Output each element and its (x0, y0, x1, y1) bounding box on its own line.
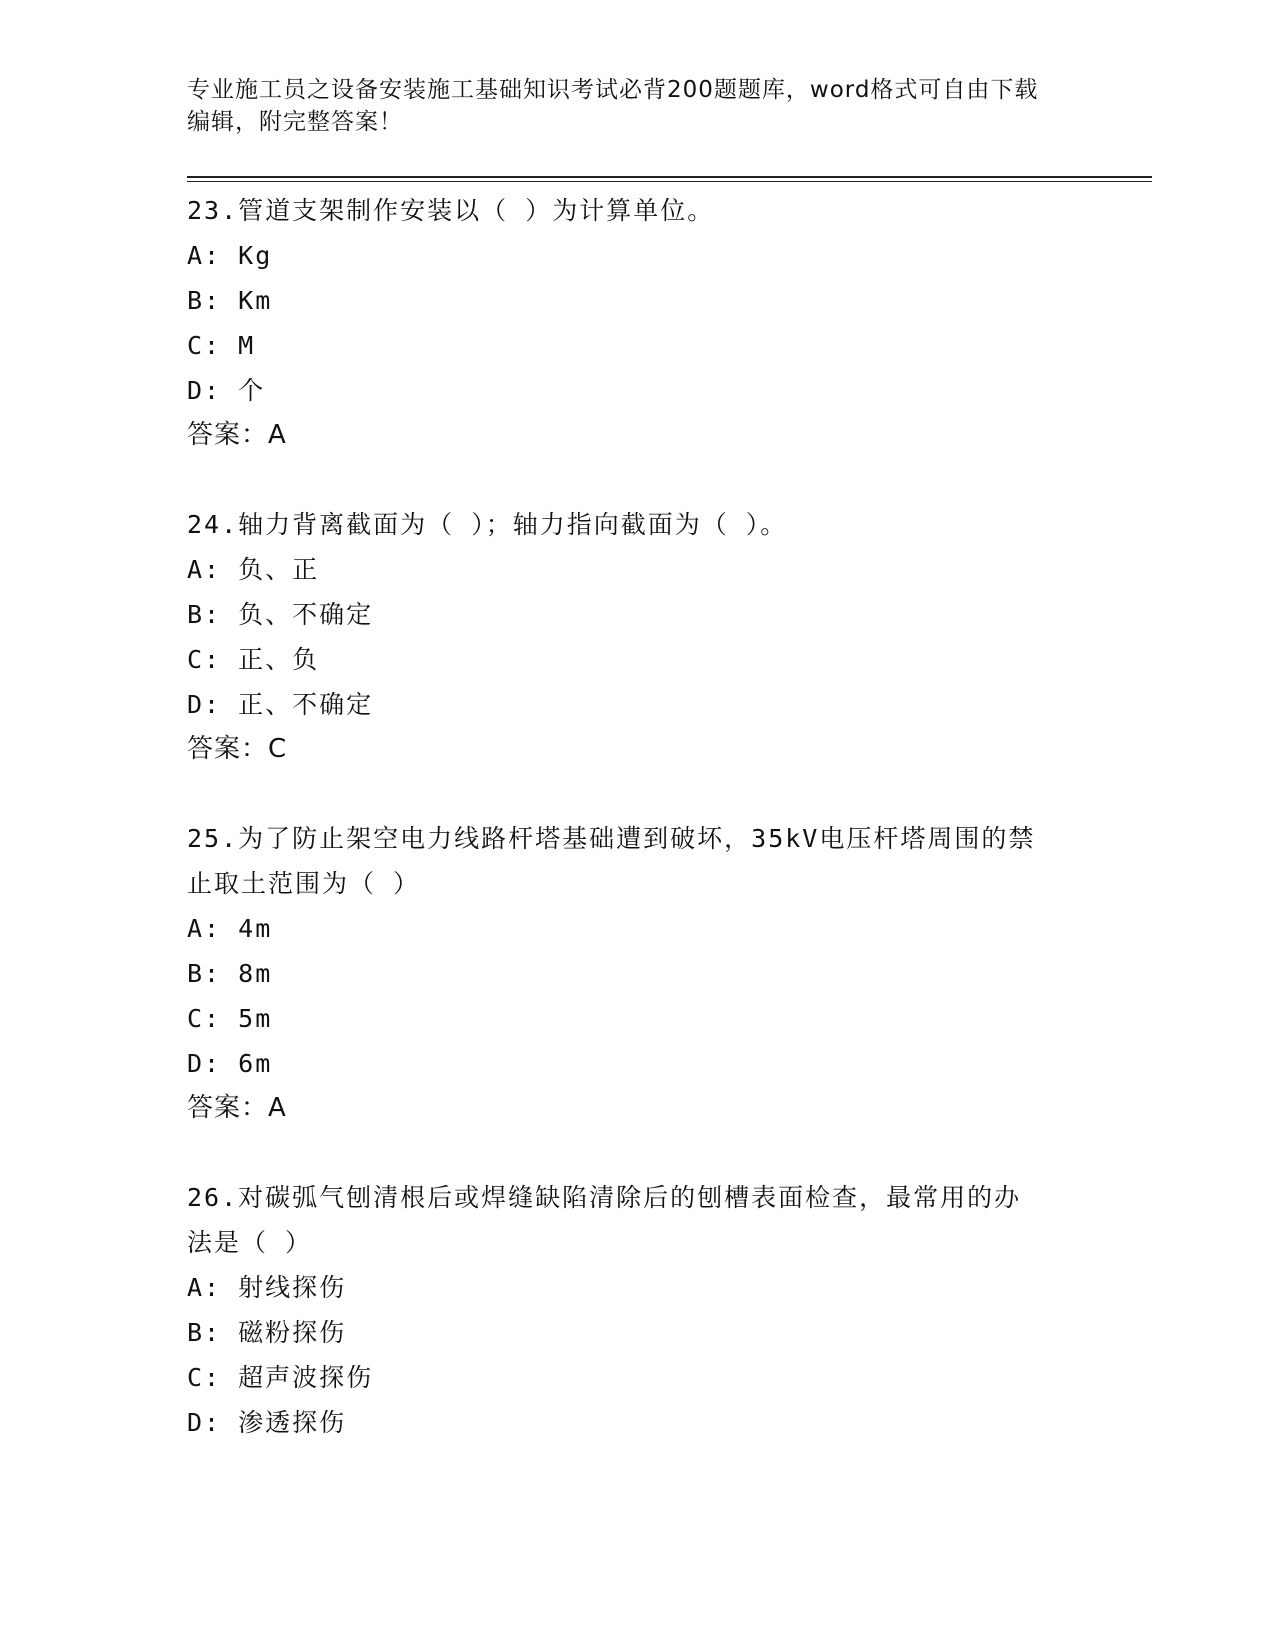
option-d: D: 个 (187, 376, 266, 405)
option-c: C: 5m (187, 1004, 273, 1033)
question-stem: 23.管道支架制作安装以（ ）为计算单位。 (187, 196, 715, 225)
option-a: A: 射线探伤 (187, 1273, 347, 1302)
option-b: B: Km (187, 286, 273, 315)
option-d: D: 渗透探伤 (187, 1408, 347, 1437)
question-stem-line-2: 止取土范围为（ ） (187, 869, 421, 898)
header-title-line-1: 专业施工员之设备安装施工基础知识考试必背200题题库，word格式可自由下载 (187, 77, 1039, 103)
question-24 (187, 502, 1087, 772)
document-header (187, 74, 1087, 138)
question-stem: 24.轴力背离截面为（ ）；轴力指向截面为（ ）。 (187, 510, 788, 539)
option-c: C: 正、负 (187, 645, 320, 674)
answer: 答案：A (187, 420, 287, 450)
header-title-line-2: 编辑，附完整答案！ (187, 109, 403, 135)
option-a: A: Kg (187, 241, 273, 270)
option-a: A: 4m (187, 914, 273, 943)
header-divider-thick (187, 176, 1152, 178)
question-26 (187, 1175, 1087, 1445)
option-a: A: 负、正 (187, 555, 320, 584)
option-b: B: 8m (187, 959, 273, 988)
option-d: D: 6m (187, 1049, 273, 1078)
answer: 答案：C (187, 734, 288, 764)
question-25 (187, 816, 1087, 1131)
option-c: C: M (187, 331, 256, 360)
question-stem-line-1: 26.对碳弧气刨清根后或焊缝缺陷清除后的刨槽表面检查，最常用的办 (187, 1183, 1022, 1212)
option-b: B: 磁粉探伤 (187, 1318, 347, 1347)
option-d: D: 正、不确定 (187, 690, 374, 719)
option-c: C: 超声波探伤 (187, 1363, 374, 1392)
header-divider-thin (187, 181, 1152, 182)
question-23 (187, 188, 1087, 458)
question-stem-line-2: 法是（ ） (187, 1228, 313, 1257)
option-b: B: 负、不确定 (187, 600, 374, 629)
answer: 答案：A (187, 1093, 287, 1123)
question-stem-line-1: 25.为了防止架空电力线路杆塔基础遭到破坏，35kV电压杆塔周围的禁 (187, 824, 1036, 853)
